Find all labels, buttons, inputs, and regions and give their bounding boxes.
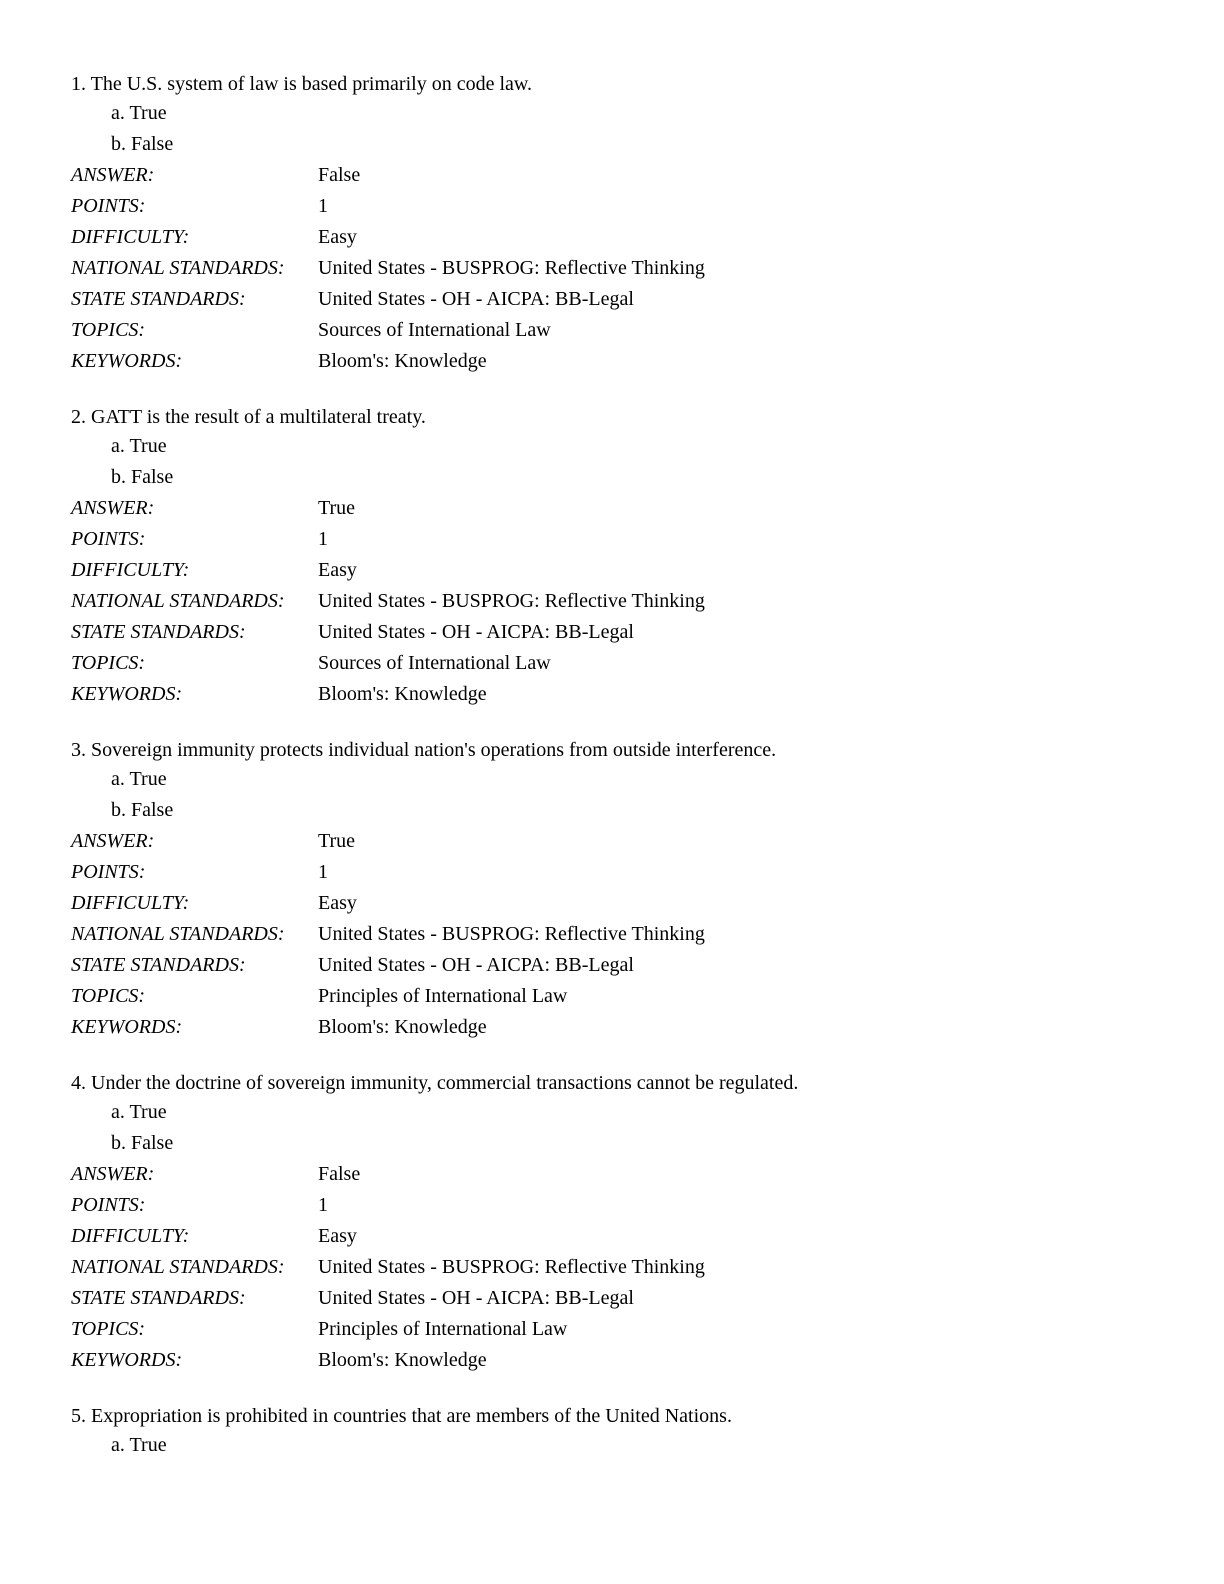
answer-value: False (318, 164, 361, 186)
keywords-label: KEYWORDS: (71, 1016, 183, 1038)
state-standards-label: STATE STANDARDS: (71, 288, 246, 310)
difficulty-value: Easy (318, 892, 357, 914)
national-standards-value: United States - BUSPROG: Reflective Thinking (318, 1256, 705, 1278)
topics-label: TOPICS: (71, 1318, 146, 1340)
difficulty-label: DIFFICULTY: (71, 892, 190, 914)
question-4 (71, 1069, 1171, 1376)
national-standards-value: United States - BUSPROG: Reflective Thinking (318, 590, 705, 612)
points-value: 1 (318, 195, 328, 217)
question-stem: 2. GATT is the result of a multilateral treaty. (71, 406, 426, 428)
keywords-value: Bloom's: Knowledge (318, 1349, 487, 1371)
option-a: a. True (111, 768, 167, 790)
topics-row (71, 315, 1171, 346)
answer-value: False (318, 1163, 361, 1185)
difficulty-row (71, 222, 1171, 253)
answer-label: ANSWER: (71, 830, 155, 852)
national-standards-label: NATIONAL STANDARDS: (71, 590, 285, 612)
points-row (71, 1190, 1171, 1221)
national-standards-row (71, 253, 1171, 284)
answer-row (71, 160, 1171, 191)
keywords-value: Bloom's: Knowledge (318, 350, 487, 372)
state-standards-row (71, 950, 1171, 981)
state-standards-row (71, 1283, 1171, 1314)
option-b: b. False (111, 1132, 174, 1154)
topics-row (71, 981, 1171, 1012)
keywords-label: KEYWORDS: (71, 683, 183, 705)
points-label: POINTS: (71, 195, 146, 217)
national-standards-value: United States - BUSPROG: Reflective Thinking (318, 923, 705, 945)
points-row (71, 524, 1171, 555)
document-page (71, 70, 1171, 1487)
keywords-value: Bloom's: Knowledge (318, 1016, 487, 1038)
question-stem: 5. Expropriation is prohibited in countries that are members of the United Nations. (71, 1405, 732, 1427)
question-1 (71, 70, 1171, 377)
points-value: 1 (318, 1194, 328, 1216)
keywords-value: Bloom's: Knowledge (318, 683, 487, 705)
option-b: b. False (111, 133, 174, 155)
difficulty-value: Easy (318, 559, 357, 581)
topics-value: Principles of International Law (318, 985, 568, 1007)
answer-value: True (318, 497, 356, 519)
keywords-label: KEYWORDS: (71, 1349, 183, 1371)
option-b: b. False (111, 799, 174, 821)
question-stem: 3. Sovereign immunity protects individual nation's operations from outside interference. (71, 739, 777, 761)
answer-label: ANSWER: (71, 1163, 155, 1185)
question-2 (71, 403, 1171, 710)
points-label: POINTS: (71, 861, 146, 883)
topics-value: Principles of International Law (318, 1318, 568, 1340)
points-row (71, 857, 1171, 888)
topics-value: Sources of International Law (318, 652, 551, 674)
state-standards-label: STATE STANDARDS: (71, 954, 246, 976)
national-standards-label: NATIONAL STANDARDS: (71, 257, 285, 279)
difficulty-label: DIFFICULTY: (71, 1225, 190, 1247)
answer-row (71, 493, 1171, 524)
state-standards-label: STATE STANDARDS: (71, 1287, 246, 1309)
keywords-row (71, 1345, 1171, 1376)
national-standards-label: NATIONAL STANDARDS: (71, 923, 285, 945)
national-standards-row (71, 919, 1171, 950)
option-a: a. True (111, 435, 167, 457)
answer-value: True (318, 830, 356, 852)
question-5 (71, 1402, 1171, 1461)
national-standards-label: NATIONAL STANDARDS: (71, 1256, 285, 1278)
state-standards-value: United States - OH - AICPA: BB-Legal (318, 1287, 634, 1309)
state-standards-value: United States - OH - AICPA: BB-Legal (318, 621, 634, 643)
question-stem: 1. The U.S. system of law is based primarily on code law. (71, 73, 533, 95)
topics-row (71, 648, 1171, 679)
option-a: a. True (111, 1101, 167, 1123)
option-a: a. True (111, 102, 167, 124)
keywords-row (71, 679, 1171, 710)
topics-label: TOPICS: (71, 652, 146, 674)
points-row (71, 191, 1171, 222)
points-value: 1 (318, 528, 328, 550)
answer-row (71, 1159, 1171, 1190)
difficulty-row (71, 888, 1171, 919)
topics-value: Sources of International Law (318, 319, 551, 341)
keywords-row (71, 346, 1171, 377)
keywords-label: KEYWORDS: (71, 350, 183, 372)
state-standards-row (71, 617, 1171, 648)
question-3 (71, 736, 1171, 1043)
keywords-row (71, 1012, 1171, 1043)
national-standards-row (71, 1252, 1171, 1283)
answer-label: ANSWER: (71, 164, 155, 186)
state-standards-row (71, 284, 1171, 315)
question-stem: 4. Under the doctrine of sovereign immunity, commercial transactions cannot be regulated. (71, 1072, 799, 1094)
difficulty-row (71, 1221, 1171, 1252)
difficulty-value: Easy (318, 1225, 357, 1247)
option-b: b. False (111, 466, 174, 488)
topics-label: TOPICS: (71, 319, 146, 341)
topics-row (71, 1314, 1171, 1345)
state-standards-value: United States - OH - AICPA: BB-Legal (318, 954, 634, 976)
national-standards-value: United States - BUSPROG: Reflective Thinking (318, 257, 705, 279)
state-standards-value: United States - OH - AICPA: BB-Legal (318, 288, 634, 310)
answer-row (71, 826, 1171, 857)
difficulty-row (71, 555, 1171, 586)
points-label: POINTS: (71, 528, 146, 550)
state-standards-label: STATE STANDARDS: (71, 621, 246, 643)
topics-label: TOPICS: (71, 985, 146, 1007)
answer-label: ANSWER: (71, 497, 155, 519)
difficulty-label: DIFFICULTY: (71, 226, 190, 248)
option-a: a. True (111, 1434, 167, 1456)
difficulty-label: DIFFICULTY: (71, 559, 190, 581)
points-value: 1 (318, 861, 328, 883)
difficulty-value: Easy (318, 226, 357, 248)
points-label: POINTS: (71, 1194, 146, 1216)
national-standards-row (71, 586, 1171, 617)
